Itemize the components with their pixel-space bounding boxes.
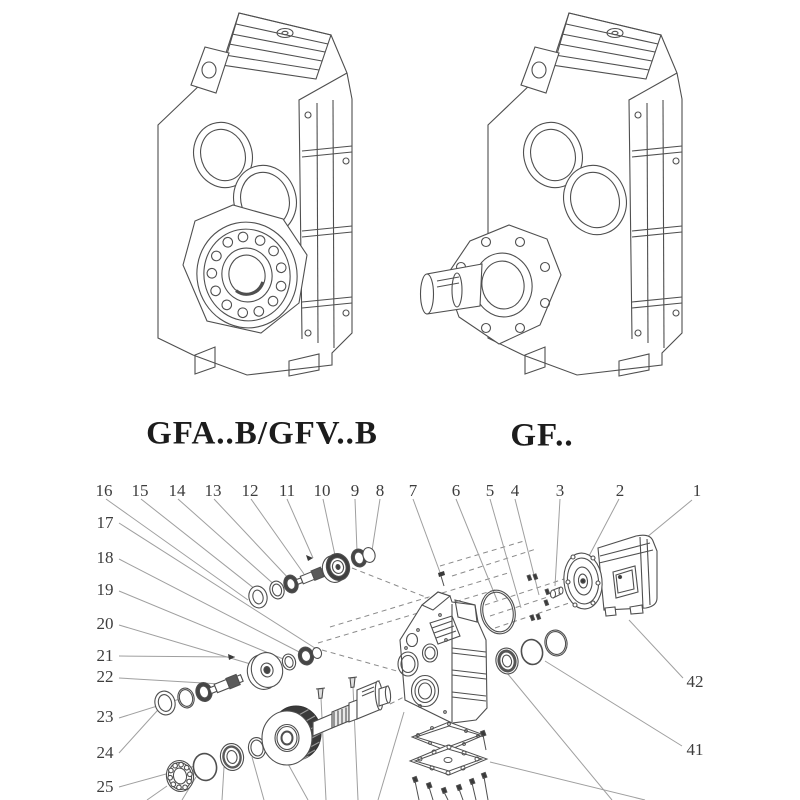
callout-23: 23 <box>96 707 114 726</box>
callout-22: 22 <box>96 667 114 686</box>
callout-41: 41 <box>686 740 704 759</box>
motor-side-oil-seal <box>494 646 521 676</box>
callout-8: 8 <box>375 481 385 500</box>
circlip <box>519 638 545 667</box>
callout-20: 20 <box>96 614 114 633</box>
callout-5: 5 <box>485 481 495 500</box>
callout-17: 17 <box>96 513 114 532</box>
cover-plate <box>410 745 487 775</box>
callout-21: 21 <box>96 646 114 665</box>
output-shaft <box>313 681 391 736</box>
callout-14: 14 <box>168 481 186 500</box>
exploded-view-diagram <box>106 499 692 800</box>
gearbox-figure-hollow-shaft <box>158 13 352 376</box>
gear-housing <box>398 592 487 723</box>
callout-18: 18 <box>96 548 114 567</box>
callout-13: 13 <box>204 481 222 500</box>
rolling-bearing <box>164 758 196 793</box>
callout-9: 9 <box>350 481 360 500</box>
flange-rings-and-seals <box>477 587 570 676</box>
callout-11: 11 <box>278 481 296 500</box>
output-gear <box>262 706 321 765</box>
output-flange-and-shaft <box>421 225 562 344</box>
callout-1: 1 <box>692 481 702 500</box>
callout-25: 25 <box>96 777 114 796</box>
callout-15: 15 <box>131 481 149 500</box>
callout-3: 3 <box>555 481 565 500</box>
electric-motor <box>561 535 657 616</box>
gearbox-figure-solid-shaft <box>421 13 683 376</box>
intermediate-pinion-shaft <box>208 673 244 696</box>
callout-24: 24 <box>96 743 114 762</box>
shaft-key <box>551 587 564 598</box>
leader-lines <box>106 499 692 800</box>
callout-19: 19 <box>96 580 114 599</box>
callout-4: 4 <box>510 481 520 500</box>
callout-7: 7 <box>408 481 418 500</box>
callout-6: 6 <box>451 481 461 500</box>
callout-12: 12 <box>241 481 259 500</box>
figure-left-label: GFA..B/GFV..B <box>146 415 378 452</box>
callout-10: 10 <box>313 481 331 500</box>
callout-2: 2 <box>615 481 625 500</box>
figure-right-label: GF.. <box>510 417 574 454</box>
callout-16: 16 <box>95 481 113 500</box>
callout-42: 42 <box>686 672 704 691</box>
gear-bolts <box>316 677 357 699</box>
